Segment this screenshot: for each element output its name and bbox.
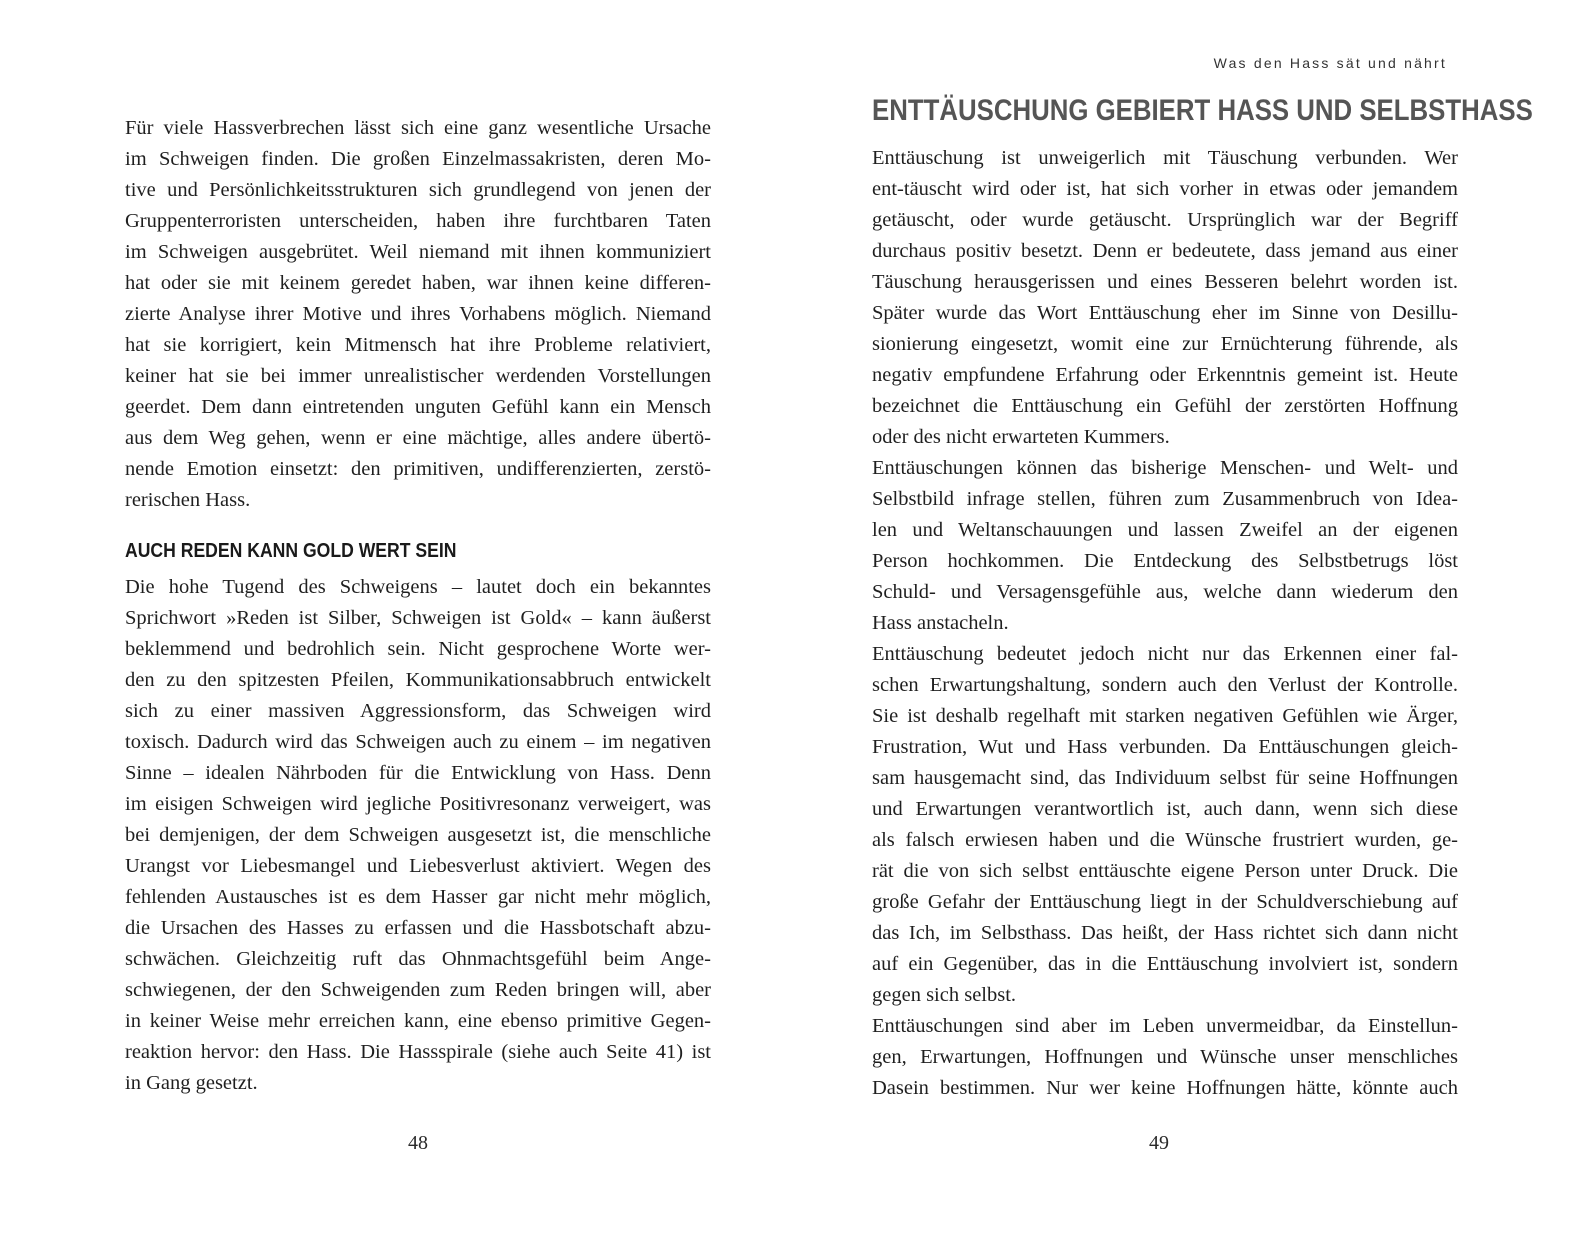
- text-line: sam hausgemacht sind, das Individuum selbst für seine Hoffnungen: [872, 767, 1458, 789]
- text-line: aus dem Weg gehen, wenn er eine mächtige, alles andere übertö-: [125, 427, 711, 449]
- text-line: hat sie korrigiert, kein Mitmensch hat ihre Probleme relativiert,: [125, 334, 711, 356]
- text-line: Frustration, Wut und Hass verbunden. Da Enttäuschungen gleich-: [872, 736, 1458, 758]
- text-line: Enttäuschung bedeutet jedoch nicht nur das Erkennen einer fal-: [872, 643, 1458, 665]
- text-line: negativ empfundene Erfahrung oder Erkenntnis gemeint ist. Heute: [872, 364, 1458, 386]
- text-line: die Ursachen des Hasses zu erfassen und die Hassbotschaft abzu-: [125, 917, 711, 939]
- text-line: reaktion hervor: den Hass. Die Hassspirale (siehe auch Seite 41) ist: [125, 1041, 711, 1063]
- text-line: len und Weltanschauungen und lassen Zweifel an der eigenen: [872, 519, 1458, 541]
- text-line: schen Erwartungshaltung, sondern auch den Verlust der Kontrolle.: [872, 674, 1458, 696]
- text-line: das Ich, im Selbsthass. Das heißt, der Hass richtet sich dann nicht: [872, 922, 1458, 944]
- text-line: Urangst vor Liebesmangel und Liebesverlust aktiviert. Wegen des: [125, 855, 711, 877]
- text-line: toxisch. Dadurch wird das Schweigen auch zu einem – im negativen: [125, 731, 711, 753]
- text-line: Gruppenterroristen unterscheiden, haben ihre furchtbaren Taten: [125, 210, 711, 232]
- text-line: bei demjenigen, der dem Schweigen ausgesetzt ist, die menschliche: [125, 824, 711, 846]
- text-line: fehlenden Austausches ist es dem Hasser gar nicht mehr möglich,: [125, 886, 711, 908]
- text-line: in Gang gesetzt.: [125, 1072, 258, 1094]
- text-line: als falsch erwiesen haben und die Wünsche frustriert wurden, ge-: [872, 829, 1458, 851]
- left-paragraph-1: [125, 113, 711, 516]
- text-line: Dasein bestimmen. Nur wer keine Hoffnungen hätte, könnte auch: [872, 1077, 1458, 1099]
- text-line: keiner hat sie bei immer unrealistischer werdenden Vorstellungen: [125, 365, 711, 387]
- text-line: in keiner Weise mehr erreichen kann, eine ebenso primitive Gegen-: [125, 1010, 711, 1032]
- text-line: und Erwartungen verantwortlich ist, auch dann, wenn sich diese: [872, 798, 1458, 820]
- text-line: Sinne – idealen Nährboden für die Entwicklung von Hass. Denn: [125, 762, 711, 784]
- text-line: bezeichnet die Enttäuschung ein Gefühl der zerstörten Hoffnung: [872, 395, 1458, 417]
- text-line: Sprichwort »Reden ist Silber, Schweigen ist Gold« – kann äußerst: [125, 607, 711, 629]
- text-line: durchaus positiv besetzt. Denn er bedeutete, dass jemand aus einer: [872, 240, 1458, 262]
- page-number-right: 49: [1149, 1132, 1169, 1154]
- text-line: im Schweigen finden. Die großen Einzelmassakristen, deren Mo-: [125, 148, 711, 170]
- text-line: sich zu einer massiven Aggressionsform, das Schweigen wird: [125, 700, 711, 722]
- text-line: Enttäuschungen sind aber im Leben unvermeidbar, da Einstellun-: [872, 1015, 1458, 1037]
- section-subheading: AUCH REDEN KANN GOLD WERT SEIN: [125, 540, 457, 562]
- text-line: zierte Analyse ihrer Motive und ihres Vorhabens möglich. Niemand: [125, 303, 711, 325]
- running-head: Was den Hass sät und nährt: [1213, 55, 1447, 71]
- text-line: Enttäuschung ist unweigerlich mit Täuschung verbunden. Wer: [872, 147, 1458, 169]
- text-line: oder des nicht erwarteten Kummers.: [872, 426, 1170, 448]
- text-line: gen, Erwartungen, Hoffnungen und Wünsche unser menschliches: [872, 1046, 1458, 1068]
- text-line: auf ein Gegenüber, das in die Enttäuschung involviert ist, sondern: [872, 953, 1458, 975]
- text-line: gegen sich selbst.: [872, 984, 1017, 1006]
- left-paragraph-2: [125, 572, 711, 1099]
- text-line: im Schweigen ausgebrütet. Weil niemand mit ihnen kommuniziert: [125, 241, 711, 263]
- text-line: nende Emotion einsetzt: den primitiven, undifferenzierten, zerstö-: [125, 458, 711, 480]
- text-line: Hass anstacheln.: [872, 612, 1009, 634]
- text-line: sionierung eingesetzt, womit eine zur Ernüchterung führende, als: [872, 333, 1458, 355]
- text-line: rerischen Hass.: [125, 489, 251, 511]
- text-line: Täuschung herausgerissen und eines Besseren belehrt worden ist.: [872, 271, 1458, 293]
- chapter-title: ENTTÄUSCHUNG GEBIERT HASS UND SELBSTHASS: [872, 94, 1533, 127]
- text-line: Enttäuschungen können das bisherige Menschen- und Welt- und: [872, 457, 1458, 479]
- text-line: tive und Persönlichkeitsstrukturen sich grundlegend von jenen der: [125, 179, 711, 201]
- text-line: Später wurde das Wort Enttäuschung eher im Sinne von Desillu-: [872, 302, 1458, 324]
- text-line: rät die von sich selbst enttäuschte eigene Person unter Druck. Die: [872, 860, 1458, 882]
- text-line: schwiegenen, der den Schweigenden zum Reden bringen will, aber: [125, 979, 711, 1001]
- text-line: schwächen. Gleichzeitig ruft das Ohnmachtsgefühl beim Ange-: [125, 948, 711, 970]
- right-page: [797, 0, 1594, 1240]
- text-line: Sie ist deshalb regelhaft mit starken negativen Gefühlen wie Ärger,: [872, 705, 1458, 727]
- text-line: Für viele Hassverbrechen lässt sich eine ganz wesentliche Ursache: [125, 117, 711, 139]
- text-line: geerdet. Dem dann eintretenden unguten Gefühl kann ein Mensch: [125, 396, 711, 418]
- text-line: beklemmend und bedrohlich sein. Nicht gesprochene Worte wer-: [125, 638, 711, 660]
- right-body: [872, 143, 1458, 1104]
- text-line: Die hohe Tugend des Schweigens – lautet doch ein bekanntes: [125, 576, 711, 598]
- text-line: getäuscht, oder wurde getäuscht. Ursprünglich war der Begriff: [872, 209, 1458, 231]
- text-line: im eisigen Schweigen wird jegliche Positivresonanz verweigert, was: [125, 793, 711, 815]
- text-line: Selbstbild infrage stellen, führen zum Zusammenbruch von Idea-: [872, 488, 1458, 510]
- text-line: hat oder sie mit keinem geredet haben, war ihnen keine differen-: [125, 272, 711, 294]
- text-line: Schuld- und Versagensgefühle aus, welche dann wiederum den: [872, 581, 1458, 603]
- text-line: ent-täuscht wird oder ist, hat sich vorher in etwas oder jemandem: [872, 178, 1458, 200]
- text-line: den zu den spitzesten Pfeilen, Kommunikationsabbruch entwickelt: [125, 669, 711, 691]
- text-line: große Gefahr der Enttäuschung liegt in der Schuldverschiebung auf: [872, 891, 1458, 913]
- page-number-left: 48: [408, 1132, 428, 1154]
- text-line: Person hochkommen. Die Entdeckung des Selbstbetrugs löst: [872, 550, 1458, 572]
